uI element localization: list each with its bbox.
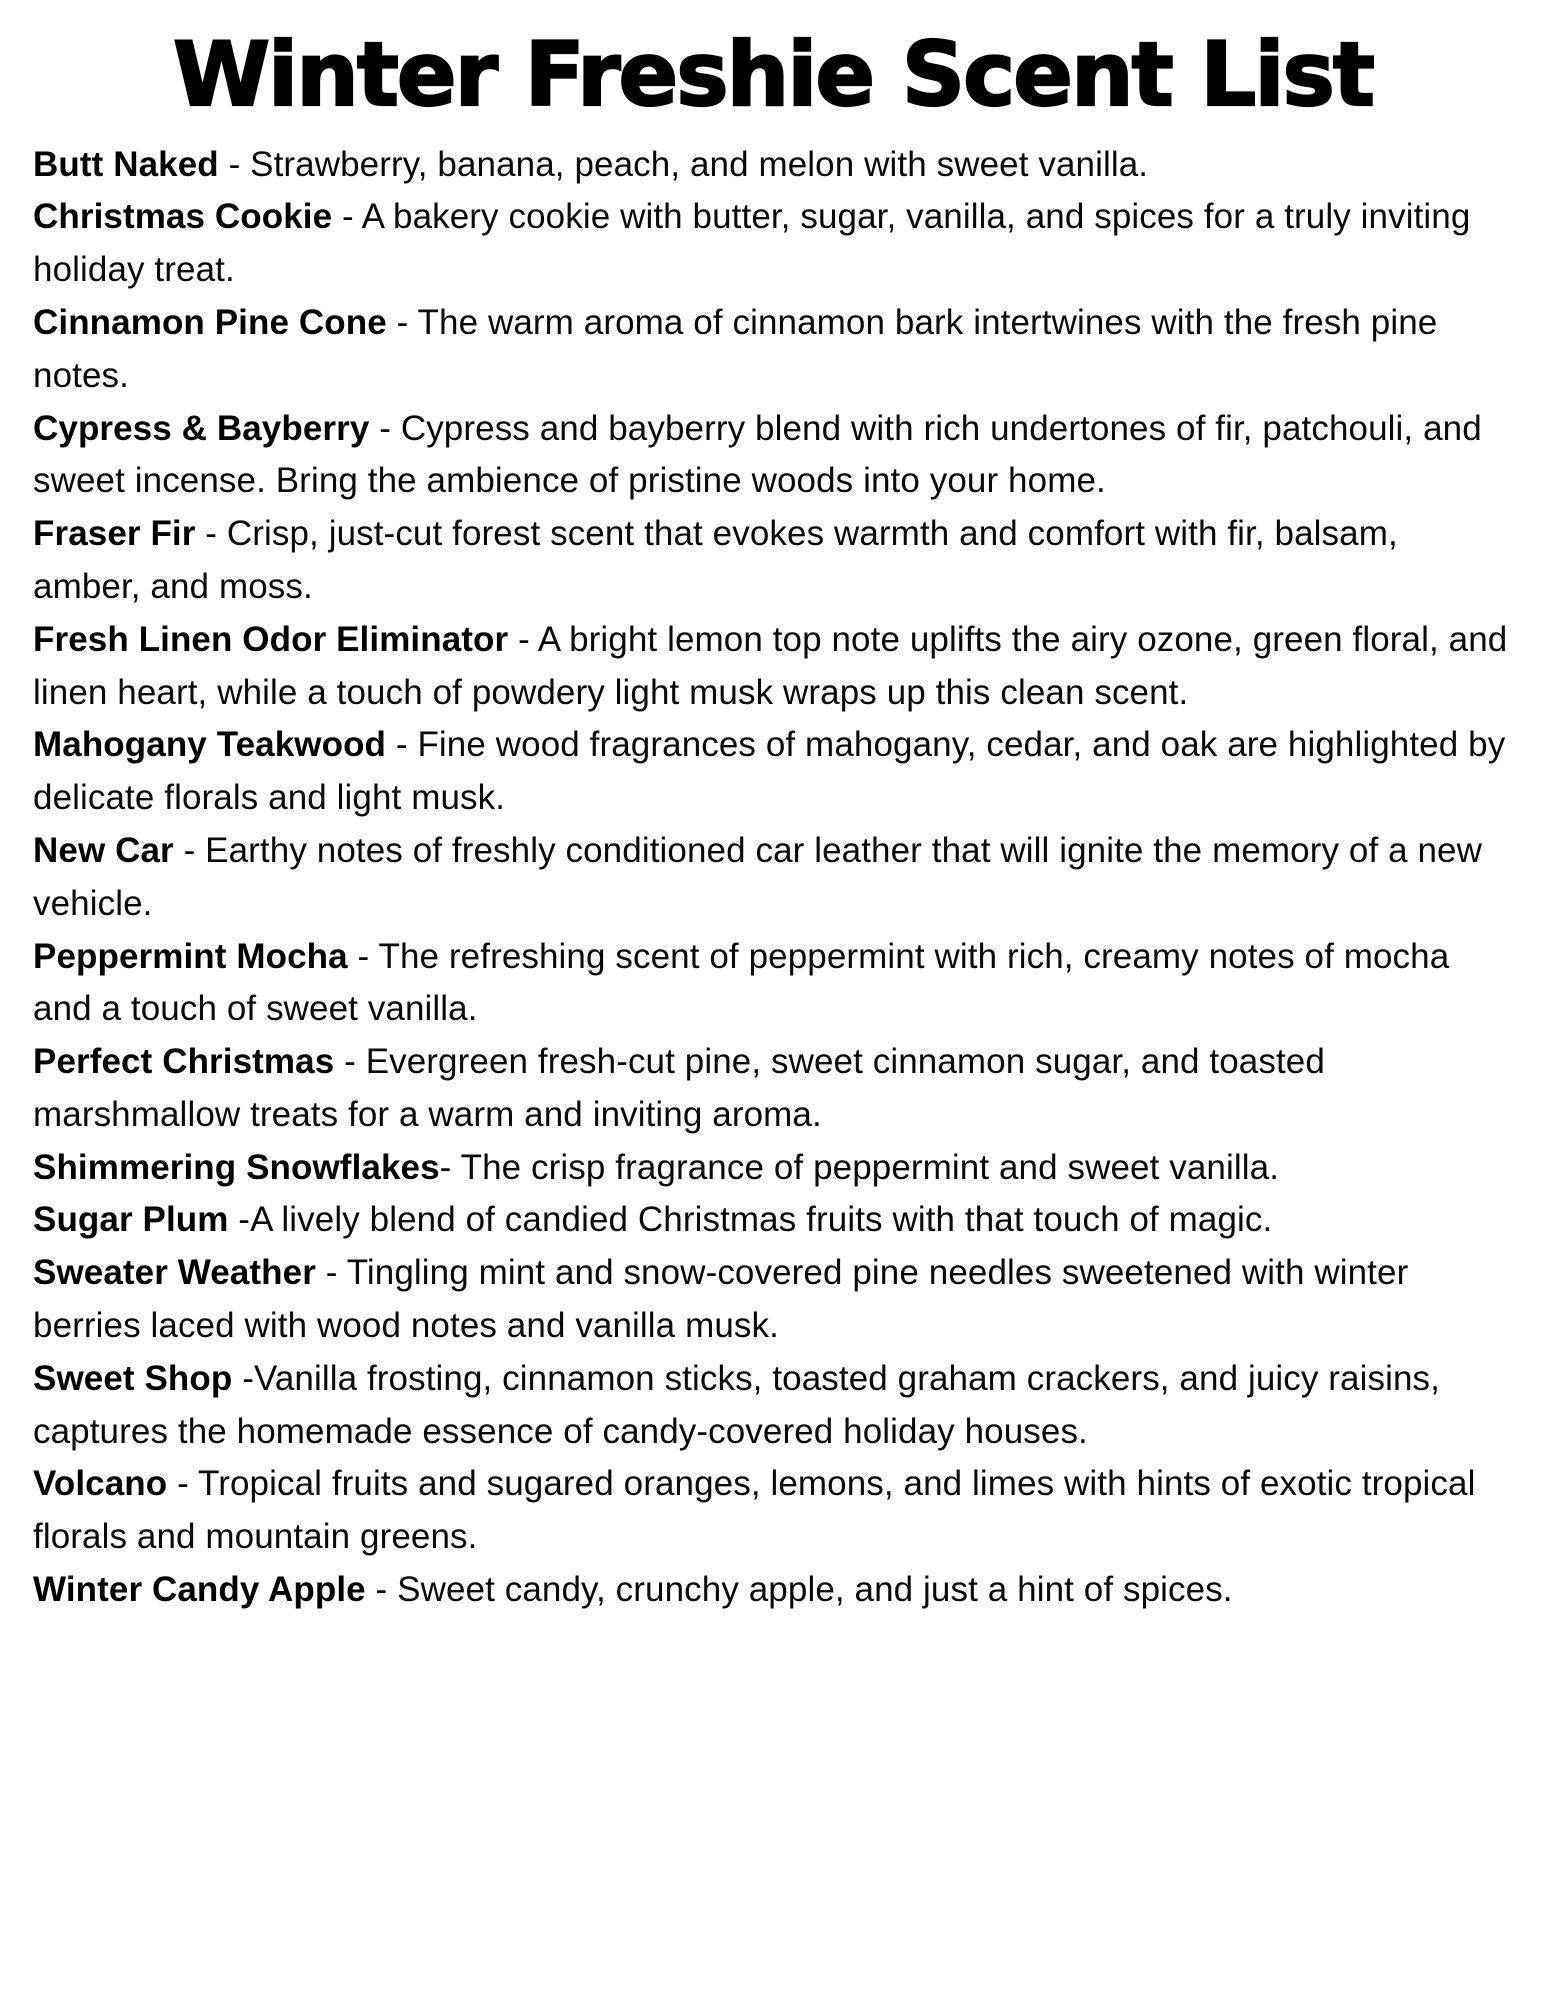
scent-entry bbox=[33, 825, 1513, 931]
scent-separator: - bbox=[386, 302, 418, 342]
scent-separator: - bbox=[173, 830, 206, 870]
scent-name: Peppermint Mocha bbox=[33, 936, 348, 976]
scent-list bbox=[33, 139, 1513, 1617]
scent-description: The crisp fragrance of peppermint and sweet vanilla. bbox=[460, 1147, 1280, 1187]
scent-description: Sweet candy, crunchy apple, and just a hint of spices. bbox=[397, 1570, 1233, 1610]
scent-entry bbox=[33, 403, 1513, 509]
scent-description: The refreshing scent of peppermint with rich, creamy notes of mocha and a touch of sweet vanilla. bbox=[33, 936, 1450, 1029]
scent-entry bbox=[33, 297, 1513, 403]
scent-name: Volcano bbox=[33, 1464, 168, 1504]
scent-name: Fresh Linen Odor Eliminator bbox=[33, 619, 509, 659]
scent-description: Crisp, just-cut forest scent that evokes warmth and comfort with fir, balsam, amber, and moss. bbox=[33, 514, 1398, 606]
scent-name: Mahogany Teakwood bbox=[33, 725, 387, 765]
scent-name: New Car bbox=[33, 830, 174, 870]
scent-name: Fraser Fir bbox=[33, 514, 196, 554]
scent-separator: - bbox=[315, 1253, 347, 1293]
scent-name: Cinnamon Pine Cone bbox=[33, 302, 387, 342]
scent-entry bbox=[33, 614, 1513, 720]
scent-separator: - bbox=[334, 1042, 366, 1082]
scent-name: Cypress & Bayberry bbox=[33, 408, 370, 448]
scent-separator: - bbox=[439, 1147, 461, 1187]
scent-entry bbox=[33, 508, 1513, 614]
scent-description: Earthy notes of freshly conditioned car leather that will ignite the memory of a new vehicle. bbox=[33, 830, 1482, 923]
scent-separator: - bbox=[167, 1464, 199, 1504]
scent-name: Winter Candy Apple bbox=[33, 1570, 366, 1610]
scent-description: The warm aroma of cinnamon bark intertwines with the fresh pine notes. bbox=[33, 302, 1438, 395]
scent-description: Vanilla frosting, cinnamon sticks, toasted graham crackers, and juicy raisins, captures the homemade essence of candy-covered holiday houses. bbox=[33, 1358, 1440, 1451]
scent-name: Perfect Christmas bbox=[33, 1042, 335, 1082]
scent-entry bbox=[33, 191, 1513, 297]
scent-separator: - bbox=[508, 619, 538, 659]
scent-name: Sweet Shop bbox=[33, 1358, 233, 1398]
scent-description: Cypress and bayberry blend with rich undertones of fir, patchouli, and sweet incense. Bring the ambience of pristine woods into your home. bbox=[33, 408, 1482, 501]
scent-separator: - bbox=[332, 197, 362, 237]
scent-entry bbox=[33, 139, 1513, 192]
scent-entry bbox=[33, 1142, 1513, 1195]
scent-name: Christmas Cookie bbox=[33, 197, 333, 237]
scent-separator: - bbox=[218, 144, 251, 184]
scent-name: Butt Naked bbox=[33, 144, 219, 184]
scent-description: Tingling mint and snow-covered pine needles sweetened with winter berries laced with wood notes and vanilla musk. bbox=[33, 1253, 1409, 1346]
scent-separator: - bbox=[195, 514, 227, 554]
scent-description: Tropical fruits and sugared oranges, lemons, and limes with hints of exotic tropical florals and mountain greens. bbox=[33, 1464, 1476, 1557]
scent-description: Evergreen fresh-cut pine, sweet cinnamon sugar, and toasted marshmallow treats for a warm and inviting aroma. bbox=[33, 1042, 1325, 1134]
scent-separator: - bbox=[365, 1570, 398, 1610]
scent-separator: - bbox=[347, 936, 379, 976]
scent-separator: - bbox=[232, 1358, 254, 1398]
scent-entry bbox=[33, 1194, 1513, 1247]
scent-separator: - bbox=[369, 408, 401, 448]
page-title: Winter Freshie Scent List bbox=[172, 23, 1373, 126]
scent-description: Fine wood fragrances of mahogany, cedar, and oak are highlighted by delicate florals and light musk. bbox=[33, 725, 1506, 818]
scent-entry bbox=[33, 1036, 1513, 1142]
scent-separator: - bbox=[386, 725, 418, 765]
scent-entry bbox=[33, 1353, 1513, 1459]
scent-name: Sweater Weather bbox=[33, 1253, 316, 1293]
scent-description: A lively blend of candied Christmas fruits with that touch of magic. bbox=[250, 1200, 1273, 1240]
scent-description: A bright lemon top note uplifts the airy ozone, green floral, and linen heart, while a touch of powdery light musk wraps up this clean scent. bbox=[33, 619, 1508, 712]
scent-entry bbox=[33, 1247, 1513, 1353]
scent-description: Strawberry, banana, peach, and melon with sweet vanilla. bbox=[250, 144, 1149, 184]
scent-entry bbox=[33, 1564, 1513, 1617]
scent-name: Shimmering Snowflakes bbox=[33, 1147, 440, 1187]
scent-description: A bakery cookie with butter, sugar, vanilla, and spices for a truly inviting holiday treat. bbox=[33, 197, 1471, 290]
scent-entry bbox=[33, 931, 1513, 1037]
scent-entry bbox=[33, 719, 1513, 825]
scent-separator: - bbox=[228, 1200, 251, 1240]
scent-name: Sugar Plum bbox=[33, 1200, 229, 1240]
scent-entry bbox=[33, 1458, 1513, 1564]
